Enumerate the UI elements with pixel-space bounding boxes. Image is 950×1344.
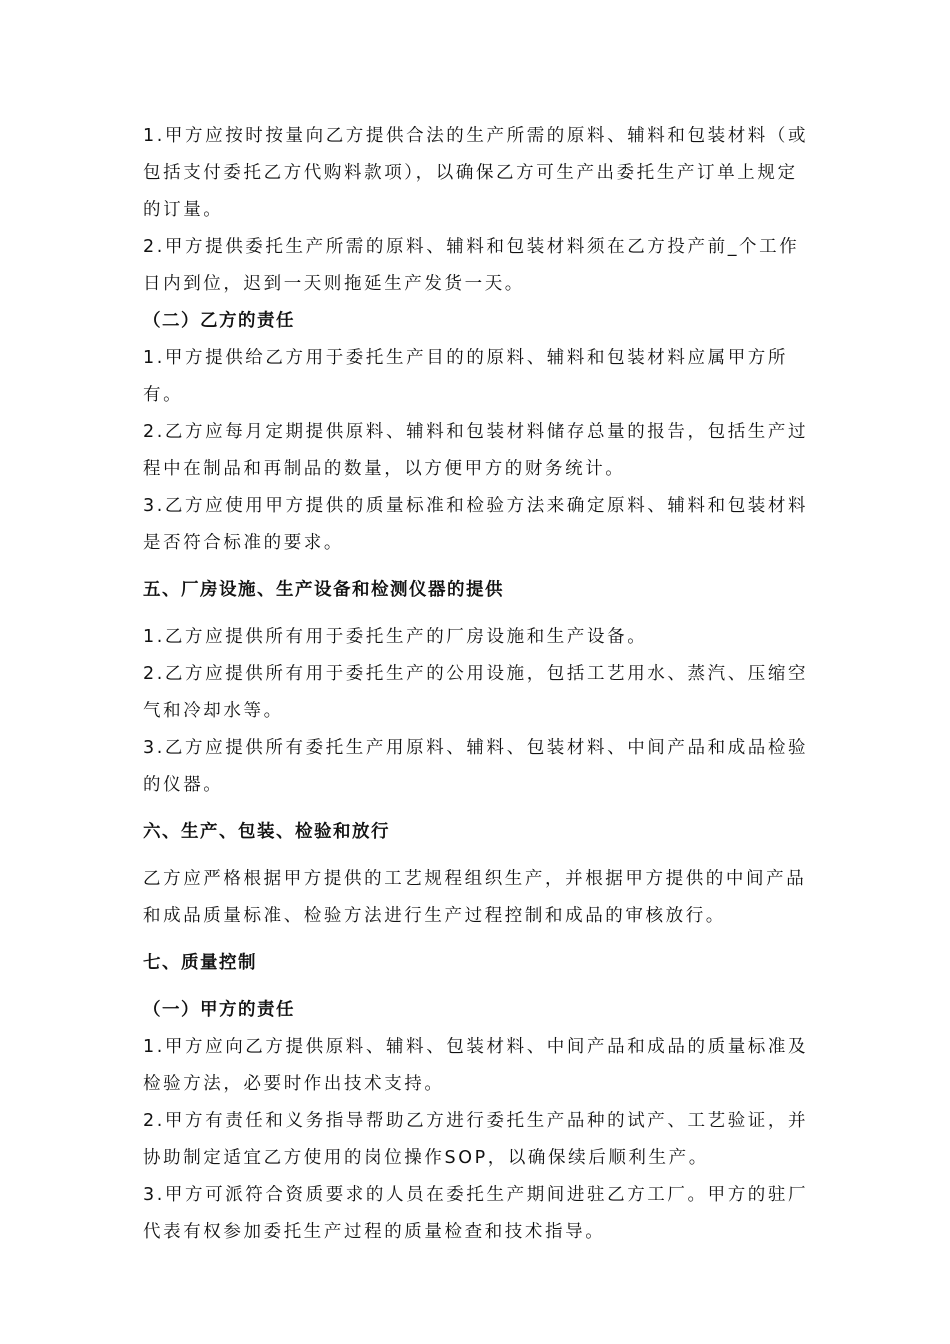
document-page [143,118,809,1251]
section-heading: 五、厂房设施、生产设备和检测仪器的提供 [143,580,504,600]
paragraph: 3.甲方可派符合资质要求的人员在委托生产期间进驻乙方工厂。甲方的驻厂代表有权参加委托生产过程的质量检查和技术指导。 [143,1185,809,1242]
paragraph: 1.甲方应按时按量向乙方提供合法的生产所需的原料、辅料和包装材料（或包括支付委托乙方代购料款项），以确保乙方可生产出委托生产订单上规定的订量。 [143,126,809,220]
paragraph: 2.乙方应提供所有用于委托生产的公用设施，包括工艺用水、蒸汽、压缩空气和冷却水等。 [143,664,809,721]
paragraph: 1.乙方应提供所有用于委托生产的厂房设施和生产设备。 [143,627,648,647]
paragraph: 3.乙方应提供所有委托生产用原料、辅料、包装材料、中间产品和成品检验的仪器。 [143,738,809,795]
paragraph: 1.甲方应向乙方提供原料、辅料、包装材料、中间产品和成品的质量标准及检验方法，必要时作出技术支持。 [143,1037,809,1094]
paragraph: 1.甲方提供给乙方用于委托生产目的的原料、辅料和包装材料应属甲方所有。 [143,348,788,405]
paragraph: 2.乙方应每月定期提供原料、辅料和包装材料储存总量的报告，包括生产过程中在制品和再制品的数量，以方便甲方的财务统计。 [143,422,809,479]
section-heading: 六、生产、包装、检验和放行 [143,822,390,842]
subsection-heading: （二）乙方的责任 [143,311,295,331]
paragraph: 2.甲方提供委托生产所需的原料、辅料和包装材料须在乙方投产前_个工作日内到位，迟到一天则拖延生产发货一天。 [143,237,800,294]
paragraph: 3.乙方应使用甲方提供的质量标准和检验方法来确定原料、辅料和包装材料是否符合标准的要求。 [143,496,809,553]
paragraph: 乙方应严格根据甲方提供的工艺规程组织生产，并根据甲方提供的中间产品和成品质量标准、检验方法进行生产过程控制和成品的审核放行。 [143,869,807,926]
subsection-heading: （一）甲方的责任 [143,1000,295,1020]
paragraph: 2.甲方有责任和义务指导帮助乙方进行委托生产品种的试产、工艺验证，并协助制定适宜乙方使用的岗位操作SOP，以确保续后顺利生产。 [143,1111,809,1168]
section-heading: 七、质量控制 [143,953,257,973]
